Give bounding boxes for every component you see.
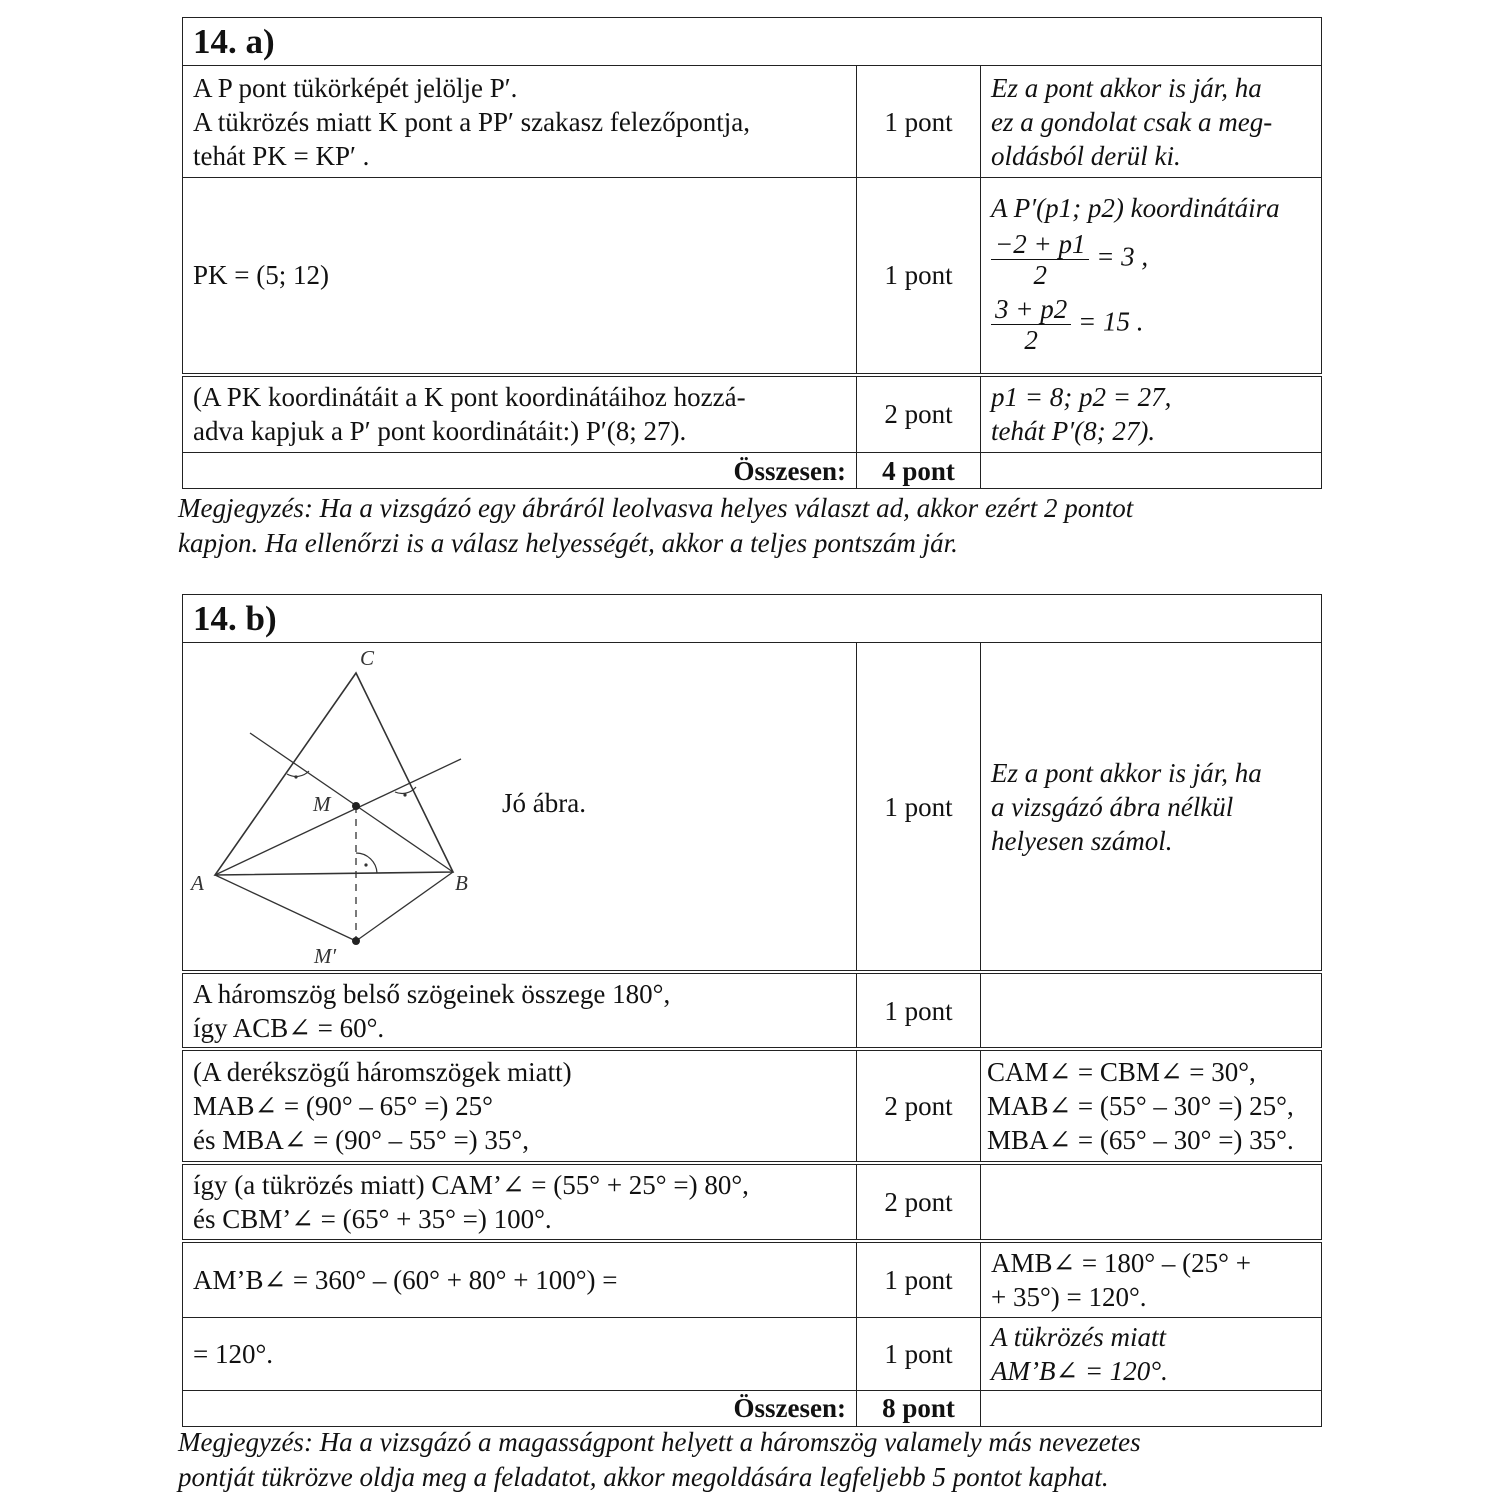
total-row: [183, 1390, 1322, 1426]
solution-cell: [183, 1317, 857, 1390]
solution-line: így (a tükrözés miatt) CAM’∠ = (55° + 25° =) 80°,: [193, 1170, 749, 1200]
note-line: MAB∠ = (55° – 30° =) 25°,: [987, 1091, 1294, 1121]
altitude-from-b: [250, 733, 453, 872]
note-cell: [981, 178, 1322, 375]
points-cell: 1 pont: [857, 972, 981, 1049]
part-b-remark: [178, 1425, 1318, 1495]
table-row: [183, 178, 1322, 375]
label-c: C: [360, 646, 375, 670]
table-row: [183, 1241, 1322, 1317]
figure-cell: [183, 643, 857, 973]
solution-line: AM’B∠ = 360° – (60° + 80° + 100°) =: [193, 1264, 618, 1295]
note-line: Ez a pont akkor is jár, ha: [991, 72, 1262, 103]
total-label: Összesen:: [183, 1390, 857, 1426]
fraction-denominator: 2: [1024, 325, 1038, 356]
solution-cell: [183, 1241, 857, 1317]
solution-line: (A PK koordinátáit a K pont koordinátáihoz hozzá-: [193, 382, 746, 413]
note-line: Ez a pont akkor is jár, ha: [991, 757, 1262, 788]
total-points: 4 pont: [857, 453, 981, 489]
point-m-prime: [352, 937, 360, 945]
points-cell: 2 pont: [857, 1163, 981, 1241]
label-a: A: [191, 871, 204, 895]
part-a-table: [182, 17, 1322, 489]
right-angle-dot: [403, 793, 406, 796]
fraction: [991, 229, 1089, 290]
table-row: [183, 972, 1322, 1049]
note-cell: [981, 1049, 1322, 1163]
table-row: [183, 1317, 1322, 1390]
total-label: Összesen:: [183, 453, 857, 489]
note-line: oldásból derül ki.: [991, 140, 1181, 171]
note-line: tehát P′(8; 27).: [991, 416, 1156, 447]
label-b: B: [455, 871, 468, 895]
empty-cell: [981, 1390, 1322, 1426]
note-cell: [981, 1241, 1322, 1317]
empty-cell: [981, 453, 1322, 489]
note-title: A P′(p1; p2) koordinátáira: [991, 193, 1280, 224]
segment-bm-prime: [356, 872, 453, 941]
solution-cell: [183, 1163, 857, 1241]
solution-line: és CBM’∠ = (65° + 35° =) 100°.: [193, 1204, 552, 1234]
note-cell: [981, 1317, 1322, 1390]
points-cell: 1 pont: [857, 178, 981, 375]
fraction-numerator: 3 + p2: [991, 294, 1071, 325]
note-line: a vizsgázó ábra nélkül: [991, 791, 1234, 822]
solution-line: A tükrözés miatt K pont a PP′ szakasz felezőpontja,: [193, 106, 751, 137]
note-line: A tükrözés miatt: [991, 1321, 1166, 1352]
note-cell: [981, 375, 1322, 453]
table-row: [183, 1163, 1322, 1241]
total-points: 8 pont: [857, 1390, 981, 1426]
points-cell: 1 pont: [857, 1241, 981, 1317]
part-a-remark: [178, 491, 1318, 561]
segment-am-prime: [215, 875, 356, 941]
note-line: p1 = 8; p2 = 27,: [991, 382, 1172, 413]
points-cell: 2 pont: [857, 375, 981, 453]
solution-cell: [183, 66, 857, 178]
solution-line: A háromszög belső szögeinek összege 180°,: [193, 978, 671, 1009]
note-line: ez a gondolat csak a meg-: [991, 106, 1273, 137]
solution-line: (A derékszögű háromszögek miatt): [193, 1057, 572, 1087]
table-row: [183, 1049, 1322, 1163]
fraction-equation: [991, 294, 1311, 355]
total-row: [183, 453, 1322, 489]
remark-line: kapjon. Ha ellenőrzi is a válasz helyességét, akkor a teljes pontszám jár.: [178, 528, 958, 558]
fraction: [991, 294, 1071, 355]
fraction-numerator: −2 + p1: [991, 229, 1089, 260]
note-line: CAM∠ = CBM∠ = 30°,: [987, 1057, 1256, 1087]
figure-caption: Jó ábra.: [502, 788, 586, 818]
right-angle-mark: [356, 853, 377, 873]
note-line: helyesen számol.: [991, 825, 1173, 856]
solution-cell: [183, 972, 857, 1049]
fraction-denominator: 2: [1033, 260, 1047, 291]
solution-line: így ACB∠ = 60°.: [193, 1012, 385, 1043]
points-cell: 1 pont: [857, 66, 981, 178]
fraction-equation: [991, 229, 1311, 290]
part-b-header: 14. b): [183, 595, 1322, 643]
altitude-from-a: [215, 759, 461, 875]
triangle-abc: [215, 673, 453, 875]
fraction-rhs: = 3 ,: [1096, 241, 1149, 272]
label-m-prime: M′: [314, 944, 337, 968]
points-cell: 1 pont: [857, 643, 981, 973]
remark-line: Megjegyzés: Ha a vizsgázó egy ábráról leolvasva helyes választ ad, akkor ezért 2 pontot: [178, 493, 1134, 523]
solution-cell: [183, 1049, 857, 1163]
table-row: [183, 643, 1322, 973]
fraction-rhs: = 15 .: [1077, 306, 1144, 337]
solution-line: tehát PK = KP′ .: [193, 140, 370, 171]
solution-line: = 120°.: [193, 1338, 274, 1369]
part-b-table: [182, 594, 1322, 1427]
vector-equation: PK = (5; 12): [193, 260, 329, 291]
solution-line: és MBA∠ = (90° – 55° =) 35°,: [193, 1125, 529, 1155]
note-cell: [981, 66, 1322, 178]
right-angle-dot: [364, 863, 367, 866]
note-line: MBA∠ = (65° – 30° =) 35°.: [987, 1125, 1294, 1155]
remark-line: pontját tükrözve oldja meg a feladatot, akkor megoldására legfeljebb 5 pontot kaphat.: [178, 1462, 1109, 1492]
points-cell: 1 pont: [857, 1317, 981, 1390]
table-row: [183, 66, 1322, 178]
label-m: M: [313, 792, 331, 816]
remark-line: Megjegyzés: Ha a vizsgázó a magasságpont helyett a háromszög valamely más nevezetes: [178, 1427, 1141, 1457]
note-line: AMB∠ = 180° – (25° +: [991, 1247, 1251, 1278]
point-m: [352, 802, 360, 810]
solution-cell: [183, 375, 857, 453]
solution-line: MAB∠ = (90° – 65° =) 25°: [193, 1091, 493, 1121]
empty-cell: [981, 972, 1322, 1049]
right-angle-dot: [294, 775, 297, 778]
empty-cell: [981, 1163, 1322, 1241]
solution-line: A P pont tükörképét jelölje P′.: [193, 72, 518, 103]
note-line: AM’B∠ = 120°.: [991, 1355, 1168, 1386]
points-cell: 2 pont: [857, 1049, 981, 1163]
solution-line: adva kapjuk a P′ pont koordinátáit:) P′(8; 27).: [193, 416, 687, 447]
part-a-header: 14. a): [183, 18, 1322, 66]
table-row: [183, 375, 1322, 453]
note-cell: [981, 643, 1322, 973]
note-line: + 35°) = 120°.: [991, 1281, 1147, 1312]
solution-cell: [183, 178, 857, 375]
